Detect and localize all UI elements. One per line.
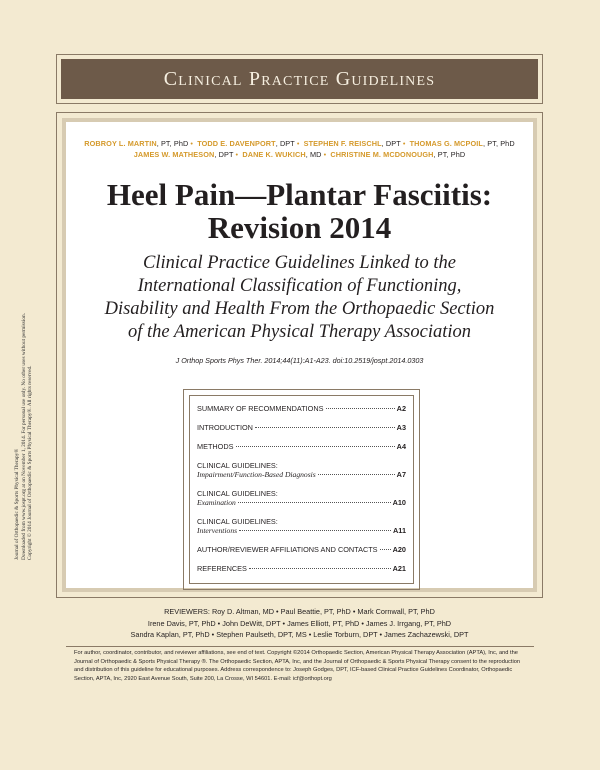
author-line-2: JAMES W. MATHESON, DPT • DANE K. WUKICH, MD • CHRISTINE M. MCDONOUGH, PT, PhD bbox=[133, 150, 466, 159]
toc-inner-box bbox=[189, 395, 414, 584]
subtitle-line-1: Clinical Practice Guidelines Linked to the bbox=[143, 253, 456, 273]
reviewers-line-1: REVIEWERS: Roy D. Altman, MD • Paul Beattie, PT, PhD • Mark Cornwall, PT, PhD bbox=[164, 607, 435, 616]
toc-label: AUTHOR/REVIEWER AFFILIATIONS AND CONTACTS bbox=[197, 545, 378, 554]
author-credentials: , PT, PhD bbox=[156, 139, 189, 148]
toc-heading: CLINICAL GUIDELINES: bbox=[197, 489, 278, 498]
author-credentials: , MD bbox=[305, 150, 322, 159]
copyright-side-note bbox=[14, 313, 34, 560]
toc-entry-methods[interactable] bbox=[197, 442, 406, 451]
footnote-divider bbox=[66, 646, 534, 647]
reviewers-list bbox=[56, 606, 543, 641]
title-line-2: Revision 2014 bbox=[207, 210, 392, 245]
toc-entry-references[interactable] bbox=[197, 564, 406, 573]
author-name: TODD E. DAVENPORT bbox=[197, 139, 276, 148]
toc-entry-examination[interactable] bbox=[197, 489, 406, 507]
toc-page: A7 bbox=[396, 470, 406, 479]
cover-frame bbox=[56, 112, 543, 598]
author-name: DANE K. WUKICH bbox=[242, 150, 306, 159]
toc-entry-affiliations[interactable] bbox=[197, 545, 406, 554]
side-note-line: Downloaded from www.jospt.org at on November 1, 2014. For personal use only. No other uses without permission. bbox=[20, 313, 27, 560]
reviewers-line-2: Irene Davis, PT, PhD • John DeWitt, DPT • James Elliott, PT, PhD • James J. Irrgang, PT, PhD bbox=[147, 618, 452, 628]
author-list bbox=[66, 138, 533, 160]
author-credentials: , DPT bbox=[214, 150, 234, 159]
author-name: ROBROY L. MARTIN bbox=[84, 139, 157, 148]
subtitle-line-2: International Classification of Functioning, bbox=[137, 276, 462, 296]
subtitle-line-3: Disability and Health From the Orthopaedic Section bbox=[104, 299, 495, 319]
author-name: CHRISTINE M. MCDONOUGH bbox=[330, 150, 434, 159]
author-line-1: ROBROY L. MARTIN, PT, PhD • TODD E. DAVENPORT, DPT • STEPHEN F. REISCHL, DPT • THOMAS G. MCPOIL, PT, PhD bbox=[84, 139, 515, 148]
header-banner bbox=[56, 54, 543, 104]
author-credentials: , DPT bbox=[381, 139, 401, 148]
reviewers-line-3: Sandra Kaplan, PT, PhD • Stephen Paulseth, DPT, MS • Leslie Torburn, DPT • James Zachazewski, DPT bbox=[130, 630, 469, 639]
document-title bbox=[66, 178, 533, 244]
toc-heading: CLINICAL GUIDELINES: bbox=[197, 517, 278, 526]
side-note-line: Copyright © 2014 Journal of Orthopaedic & Sports Physical Therapy®. All rights reserved. bbox=[27, 365, 34, 560]
title-line-1: Heel Pain—Plantar Fasciitis: bbox=[106, 177, 493, 212]
toc-page: A10 bbox=[392, 498, 406, 507]
toc-page: A2 bbox=[396, 404, 406, 413]
toc-label: Interventions bbox=[197, 526, 238, 535]
toc-entry-interventions[interactable] bbox=[197, 517, 406, 535]
subtitle-line-4: of the American Physical Therapy Association bbox=[127, 322, 472, 342]
footnote: For author, coordinator, contributor, and reviewer affiliations, see end of text. Copyright ©2014 Orthopaedic Section, American Physical Therapy Association (APTA), Inc, and the Journal of Orthopaedic & Sports Physical Therapy ®. The Orthopaedic Section, APTA, Inc, and the Journal of Orthopaedic & Sports Physical Therapy consent to the reproduction and distribution of this guideline for educational purposes. Address correspondence to: Joseph Godges, DPT, ICF-based Clinical Practice Guidelines Coordinator, Orthopaedic Section, APTA, Inc, 2920 East Avenue South, Suite 200, La Crosse, WI 54601. E-mail: icf@orthopt.org bbox=[74, 650, 521, 683]
toc-page: A4 bbox=[396, 442, 406, 451]
header-banner-fill bbox=[61, 59, 538, 99]
toc-label: REFERENCES bbox=[197, 564, 247, 573]
toc-page: A3 bbox=[396, 423, 406, 432]
toc-heading: CLINICAL GUIDELINES: bbox=[197, 461, 278, 470]
table-of-contents bbox=[183, 389, 420, 590]
toc-page: A20 bbox=[392, 545, 406, 554]
toc-label: INTRODUCTION bbox=[197, 423, 253, 432]
author-name: THOMAS G. MCPOIL bbox=[409, 139, 483, 148]
banner-title: Clinical Practice Guidelines bbox=[163, 67, 436, 90]
side-note-line: Journal of Orthopaedic & Sports Physical Therapy® bbox=[14, 448, 20, 560]
toc-label: SUMMARY OF RECOMMENDATIONS bbox=[197, 404, 324, 413]
author-credentials: , PT, PhD bbox=[433, 150, 466, 159]
toc-page: A21 bbox=[392, 564, 406, 573]
toc-label: METHODS bbox=[197, 442, 234, 451]
document-subtitle bbox=[76, 252, 523, 344]
cover-panel bbox=[62, 118, 537, 592]
citation: J Orthop Sports Phys Ther. 2014;44(11):A1-A23. doi:10.2519/jospt.2014.0303 bbox=[175, 356, 424, 365]
author-credentials: , PT, PhD bbox=[482, 139, 515, 148]
toc-entry-introduction[interactable] bbox=[197, 423, 406, 432]
author-credentials: , DPT bbox=[275, 139, 295, 148]
author-name: STEPHEN F. REISCHL bbox=[303, 139, 382, 148]
toc-page: A11 bbox=[393, 526, 406, 535]
toc-label: Examination bbox=[197, 498, 236, 507]
author-name: JAMES W. MATHESON bbox=[133, 150, 215, 159]
toc-entry-diagnosis[interactable] bbox=[197, 461, 406, 479]
toc-entry-summary[interactable] bbox=[197, 404, 406, 413]
toc-label: Impairment/Function-Based Diagnosis bbox=[197, 470, 316, 479]
